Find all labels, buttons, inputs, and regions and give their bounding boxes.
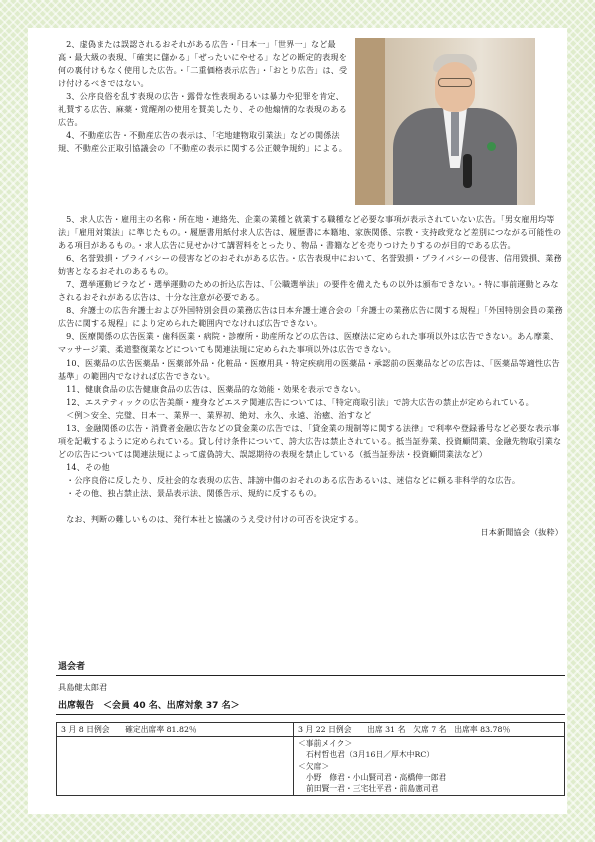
example-line: ＜例＞安全、完璧、日本一、業界一、業界初、絶対、永久、永遠、治癒、治すなど — [66, 409, 372, 420]
divider — [56, 714, 565, 715]
meeting-mar22-details — [294, 737, 565, 796]
blank-line — [58, 500, 563, 513]
item-11: 11、健康食品の広告健康食品の広告は、医薬品的な効能・効果を表示できない。 — [66, 383, 366, 394]
absent-line: 前田賢一君・三宅壮平君・前島憲司君 — [306, 784, 439, 794]
speaker-photo — [355, 38, 535, 205]
makeup-entry: 石村哲也君（3月16日／厚木中RC） — [306, 750, 435, 760]
attendance-title: 出席報告 ＜会員 40 名、出席対象 37 名＞ — [58, 701, 240, 711]
item-7: 7、選挙運動ビラなど・選挙運動のための折込広告は、「公職選挙法」の要件を備えたもの以外は頒布できない。・特に事前運動とみなされるおそれがある広告は、十分な注意が必要である。 — [58, 279, 559, 303]
absent-label: ＜欠席＞ — [298, 761, 330, 771]
item-12: 12、エステティックの広告美顔・痩身などエステ関連広告については、「特定商取引法」で誇大広告の禁止が定められている。 — [66, 396, 534, 407]
divider — [56, 675, 565, 676]
makeup-label: ＜事前メイク＞ — [298, 739, 353, 749]
page — [28, 28, 567, 814]
withdrawal-title: 退会者 — [58, 662, 86, 672]
item-3: 3、公序良俗を乱す表現の広告・露骨な性表現あるいは暴力や犯罪を肯定、礼賛する広告、麻薬・覚醒剤の使用を賛美したり、その他煽情的な表現のある広告。 — [58, 91, 347, 128]
item-9: 9、医療関係の広告医業・歯科医業・病院・診療所・助産所などの広告は、医療法に定められた事項以外は広告できない。あん摩業、マッサージ業、柔道整復業などについても関連法規に定められた事項以外は広告できない。 — [58, 331, 559, 355]
item-14: 14、その他 — [66, 461, 110, 472]
item-6: 6、名誉毀損・プライバシーの侵害などのおそれがある広告。・広告表現中において、名誉毀損・プライバシーの侵害、信用毀損、業務妨害となるおそれのあるもの。 — [58, 253, 562, 277]
absent-line: 小野 修君・小山賢司君・高橋伸一郎君 — [306, 772, 447, 782]
item-4: 4、不動産広告・不動産広告の表示は、「宅地建物取引業法」などの関係法規、不動産公正取引協議会の「不動産の表示に関する公正競争規約」による。 — [58, 130, 347, 154]
item-8: 8、弁護士の広告弁護士および外国特別会員の業務広告は日本弁護士連合会の「弁護士の業務広告に関する規程」「外国特別会員の業務広告に関する規程」により定められた範囲内でなければ広告できない。 — [58, 305, 563, 329]
meeting-mar22-header: 3 月 22 日例会 出席 31 名 欠席 7 名 出席率 83.78％ — [294, 723, 565, 737]
withdrawn-member: 具島健太郎君 — [58, 682, 108, 692]
body-items — [58, 213, 563, 539]
top-items — [58, 38, 348, 155]
item-13: 13、金融関係の広告・消費者金融広告などの貸金業の広告では、「貸金業の規制等に関する法律」で利率や登録番号など必要な表示事項を記載するように定められている。貸し付け条件について、誇大広告は禁止されている。抵当証券業、投資顧問業、金融先物取引業などの広告については関連法規によって虚偽誇大、誤認期待の表現を禁止している（抵当証券法・投資顧問業法など） — [58, 422, 562, 459]
item-14-a: ・公序良俗に反したり、反社会的な表現の広告、誹謗中傷のおそれのある広告あるいは、迷信などに頼る非科学的な広告。 — [66, 474, 521, 485]
item-14-b: ・その他、独占禁止法、景品表示法、関係告示、規約に反するもの。 — [66, 487, 322, 498]
item-5: 5、求人広告・雇用主の名称・所在地・連絡先、企業の業種と就業する職種など必要な事項が表示されていない広告。「男女雇用均等法」「雇用対策法」に準じたもの。・履歴書用紙付求人広告は、履歴書に本籍地、家族関係、宗教・支持政党など差別につながる可能性のある項目があるもの。・求人広告に見せかけて講習料をとったり、物品・書籍などを売りつけたりするのが目的である広告。 — [58, 214, 562, 251]
meeting-mar8-header: 3 月 8 日例会 確定出席率 81.82％ — [57, 723, 294, 737]
item-10: 10、医薬品の広告医薬品・医薬部外品・化粧品・医療用具・特定疾病用の医薬品・承認前の医薬品などの広告は、「医薬品等適性広告基準」の範囲内でなければ広告できない。 — [58, 357, 560, 381]
closing-note: なお、判断の難しいものは、発行本社と協議のうえ受け付けの可否を決定する。 — [66, 514, 364, 525]
source-credit: 日本新聞協会（抜粋） — [480, 527, 563, 538]
item-2: 2、虚偽または誤認されるおそれがある広告・「日本一」「世界一」など最高・最大級の表現、「確実に儲かる」「ぜったいにやせる」などの断定的表現を何の裏付けもなく使用した広告。・「二重価格表示広告」・「おとり広告」は、受け付けるべきではない。 — [58, 39, 348, 89]
attendance-table — [56, 722, 565, 796]
meeting-mar8-details — [57, 737, 294, 796]
